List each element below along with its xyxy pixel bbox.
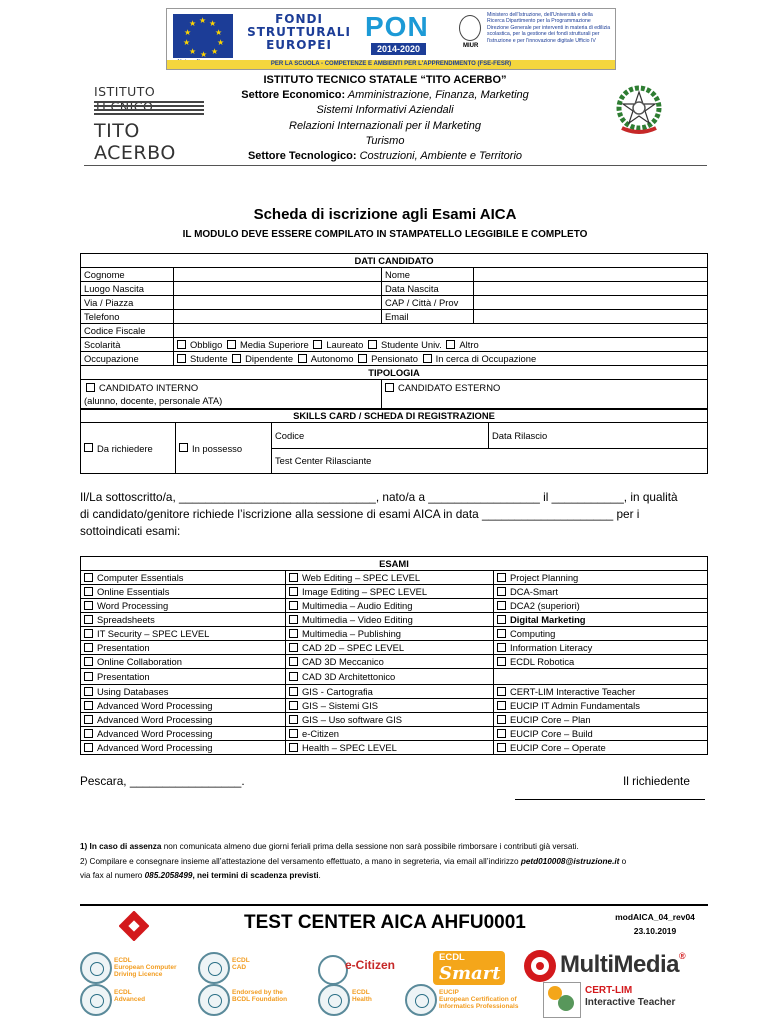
- esami-row: [81, 713, 708, 727]
- checkbox-icon[interactable]: [289, 715, 298, 724]
- checkbox-icon: [232, 354, 241, 363]
- checkbox-icon[interactable]: [497, 643, 506, 652]
- esami-row: [81, 585, 708, 599]
- esame-label: Computing: [510, 628, 556, 639]
- contact-email[interactable]: petd010008@istruzione.it: [520, 856, 620, 866]
- esame-cell[interactable]: [81, 699, 286, 713]
- declaration-paragraph: Il/La sottoscritto/a, ______________________________, nato/a a _________________ il ___________, in qualità di candidato/genitore richiede l’iscrizione alla sessione di esami AICA in data ____________________ per i sottoindicati esami:: [80, 490, 678, 538]
- skills-card-table: [80, 408, 708, 474]
- republic-emblem-icon: [459, 15, 481, 41]
- italian-emblem-icon: [614, 84, 664, 136]
- esame-label: Advanced Word Processing: [97, 742, 213, 753]
- esame-label: Using Databases: [97, 686, 169, 697]
- email-label: Email: [382, 310, 474, 324]
- dati-candidato-table: [80, 253, 708, 410]
- miur-label: MIUR: [463, 43, 479, 49]
- esame-cell[interactable]: [81, 669, 286, 685]
- checkbox-icon[interactable]: [289, 657, 298, 666]
- esame-cell[interactable]: [286, 669, 494, 685]
- occupazione-option[interactable]: Pensionato: [356, 353, 418, 364]
- esame-label: Information Literacy: [510, 642, 593, 653]
- esame-cell[interactable]: [494, 727, 708, 741]
- occupazione-option[interactable]: Studente: [177, 353, 228, 364]
- scolarita-option[interactable]: Media Superiore: [225, 339, 309, 350]
- esame-cell[interactable]: [286, 741, 494, 755]
- telefono-field[interactable]: [174, 310, 382, 324]
- skills-header: SKILLS CARD / SCHEDA DI REGISTRAZIONE: [81, 409, 708, 423]
- esame-cell[interactable]: [81, 655, 286, 669]
- esame-cell[interactable]: [494, 699, 708, 713]
- occupazione-option[interactable]: In cerca di Occupazione: [421, 353, 537, 364]
- esame-label: GIS - Cartografia: [302, 686, 373, 697]
- checkbox-icon[interactable]: [84, 629, 93, 638]
- e-citizen-label: e-Citizen: [345, 958, 396, 972]
- checkbox-icon: [179, 443, 188, 452]
- candidato-interno-note: (alunno, docente, personale ATA): [84, 395, 223, 406]
- esame-cell[interactable]: [494, 627, 708, 641]
- nome-field[interactable]: [474, 268, 708, 282]
- in-possesso-cell[interactable]: In possesso: [176, 423, 272, 474]
- banner-strip: PER LA SCUOLA - COMPETENZE E AMBIENTI PER L'APPRENDIMENTO (FSE-FESR): [167, 60, 615, 69]
- cognome-field[interactable]: [174, 268, 382, 282]
- checkbox-icon: [177, 354, 186, 363]
- checkbox-icon[interactable]: [497, 687, 506, 696]
- occupazione-option[interactable]: Autonomo: [296, 353, 354, 364]
- telefono-label: Telefono: [81, 310, 174, 324]
- luogo-field[interactable]: [174, 282, 382, 296]
- checkbox-icon[interactable]: [497, 701, 506, 710]
- checkbox-icon[interactable]: [289, 701, 298, 710]
- esami-row: [81, 655, 708, 669]
- cap-label: CAP / Città / Prov: [382, 296, 474, 310]
- ministero-text: Ministero dell'Istruzione, dell'Università e della Ricerca Dipartimento per la Programmazione Direzione Generale per interventi in materia di edilizia scolastica, per la gestione dei fondi strutturali per l'istruzione e per l'innovazione digitale Ufficio IV: [487, 12, 611, 44]
- luogo-label: Luogo Nascita: [81, 282, 174, 296]
- esame-cell[interactable]: [81, 741, 286, 755]
- checkbox-icon[interactable]: [84, 643, 93, 652]
- esame-label: GIS – Uso software GIS: [302, 714, 403, 725]
- eucip-logo: EUCIP European Certification of Informatics Professionals: [405, 984, 525, 1014]
- esame-label: EUCIP IT Admin Fundamentals: [510, 700, 640, 711]
- esame-cell[interactable]: [81, 613, 286, 627]
- esame-cell[interactable]: [81, 599, 286, 613]
- pon-banner: [166, 8, 616, 70]
- esame-label: Advanced Word Processing: [97, 728, 213, 739]
- checkbox-icon[interactable]: [497, 657, 506, 666]
- codice-field[interactable]: Codice: [272, 423, 489, 449]
- esame-label: EUCIP Core – Plan: [510, 714, 591, 725]
- esami-row: [81, 669, 708, 685]
- esame-cell[interactable]: [494, 655, 708, 669]
- test-center-field[interactable]: Test Center Rilasciante: [272, 448, 708, 474]
- checkbox-icon[interactable]: [289, 573, 298, 582]
- checkbox-icon[interactable]: [84, 743, 93, 752]
- esame-cell[interactable]: [286, 599, 494, 613]
- tipologia-header: TIPOLOGIA: [81, 366, 708, 380]
- esame-label: Digital Marketing: [510, 614, 586, 625]
- document-revision: modAICA_04_rev04 23.10.2019: [615, 912, 695, 936]
- checkbox-icon[interactable]: [84, 657, 93, 666]
- esami-row: [81, 727, 708, 741]
- checkbox-icon[interactable]: [289, 643, 298, 652]
- checkbox-icon: [368, 340, 377, 349]
- fondi-strutturali-text: FONDI STRUTTURALI EUROPEI: [247, 12, 351, 52]
- esame-cell[interactable]: [494, 571, 708, 585]
- multimedia-logo: MultiMedia®: [560, 951, 686, 978]
- candidato-esterno-label: CANDIDATO ESTERNO: [398, 382, 501, 393]
- header-divider: [84, 165, 707, 166]
- data-nascita-label: Data Nascita: [382, 282, 474, 296]
- esami-row: [81, 685, 708, 699]
- checkbox-icon[interactable]: [86, 383, 95, 392]
- esame-cell[interactable]: [286, 571, 494, 585]
- checkbox-icon[interactable]: [84, 615, 93, 624]
- scolarita-label: Scolarità: [81, 338, 174, 352]
- esame-cell[interactable]: [286, 613, 494, 627]
- esami-row: [81, 641, 708, 655]
- esame-cell[interactable]: [494, 641, 708, 655]
- checkbox-icon[interactable]: [84, 672, 93, 681]
- esami-row: [81, 599, 708, 613]
- checkbox-icon[interactable]: [497, 729, 506, 738]
- esame-label: Spreadsheets: [97, 614, 155, 625]
- checkbox-icon[interactable]: [289, 587, 298, 596]
- checkbox-icon[interactable]: [497, 715, 506, 724]
- esame-label: CAD 3D Meccanico: [302, 656, 384, 667]
- cert-lim-logo: CERT-LIM Interactive Teacher: [585, 985, 676, 1008]
- esame-cell[interactable]: [286, 685, 494, 699]
- ecdl-base-logo: ECDL European Computer Driving Licence: [80, 952, 200, 982]
- esame-label: ECDL Robotica: [510, 656, 575, 667]
- esame-cell[interactable]: [81, 641, 286, 655]
- esame-label: Online Collaboration: [97, 656, 182, 667]
- esame-cell: [494, 669, 708, 685]
- esame-cell[interactable]: [286, 627, 494, 641]
- esame-label: Multimedia – Audio Editing: [302, 600, 413, 611]
- esame-label: Project Planning: [510, 572, 579, 583]
- esame-label: Health – SPEC LEVEL: [302, 742, 397, 753]
- da-richiedere-cell[interactable]: Da richiedere: [81, 423, 176, 474]
- esami-header: ESAMI: [81, 557, 708, 571]
- richiedente-label: Il richiedente: [623, 774, 690, 788]
- candidato-esterno-cell[interactable]: [382, 380, 708, 410]
- scolarita-option[interactable]: Laureato: [311, 339, 363, 350]
- esame-label: Advanced Word Processing: [97, 700, 213, 711]
- data-nascita-field[interactable]: [474, 282, 708, 296]
- esame-label: DCA-Smart: [510, 586, 558, 597]
- checkbox-icon[interactable]: [385, 383, 394, 392]
- form-title: Scheda di iscrizione agli Esami AICA: [253, 206, 517, 223]
- checkbox-icon[interactable]: [84, 729, 93, 738]
- esame-label: CERT-LIM Interactive Teacher: [510, 686, 636, 697]
- esame-label: IT Security – SPEC LEVEL: [97, 628, 210, 639]
- test-center-title: TEST CENTER AICA AHFU0001: [244, 912, 526, 933]
- checkbox-icon: [298, 354, 307, 363]
- occupazione-label: Occupazione: [81, 352, 174, 366]
- checkbox-icon[interactable]: [497, 615, 506, 624]
- esame-label: Computer Essentials: [97, 572, 184, 583]
- checkbox-icon[interactable]: [289, 687, 298, 696]
- aica-logo-icon: [119, 911, 149, 941]
- esame-label: Multimedia – Publishing: [302, 628, 402, 639]
- esame-cell[interactable]: [494, 585, 708, 599]
- esame-cell[interactable]: [81, 685, 286, 699]
- occupazione-options: [174, 352, 708, 366]
- esame-cell[interactable]: [494, 599, 708, 613]
- esame-label: EUCIP Core – Operate: [510, 742, 606, 753]
- esame-label: GIS – Sistemi GIS: [302, 700, 379, 711]
- esame-label: EUCIP Core – Build: [510, 728, 593, 739]
- form-subtitle: IL MODULO DEVE ESSERE COMPILATO IN STAMPATELLO LEGGIBILE E COMPLETO: [182, 229, 588, 240]
- esame-label: Word Processing: [97, 600, 169, 611]
- checkbox-icon[interactable]: [289, 743, 298, 752]
- esame-label: Web Editing – SPEC LEVEL: [302, 572, 421, 583]
- scolarita-options: [174, 338, 708, 352]
- esame-label: Online Essentials: [97, 586, 170, 597]
- notes: 1) In caso di assenza non comunicata almeno due giorni feriali prima della sessione non sarà possibile rimborsare i contributi già versati. 2) Compilare e consegnare insieme all’attestazione del versamento effettuato, a mano in segreteria, via email all’indirizzo petd010008@istruzione.it o via fax al numero 085.2058499, nei termini di scadenza previsti.: [80, 842, 627, 880]
- esami-table: [80, 556, 708, 755]
- esame-cell[interactable]: [286, 655, 494, 669]
- school-header: ISTITUTO TECNICO STATALE “TITO ACERBO” Settore Economico: Amministrazione, Finanza, Marketing Sistemi Informativi Aziendali Relazioni Internazionali per il Marketing Turismo Settore Tecnologico: Costruzioni, Ambiente e Territorio: [220, 73, 550, 164]
- pon-logo: PON: [365, 11, 429, 42]
- esame-cell[interactable]: [494, 713, 708, 727]
- esame-label: CAD 3D Architettonico: [302, 671, 396, 682]
- checkbox-icon[interactable]: [84, 701, 93, 710]
- checkbox-icon[interactable]: [289, 601, 298, 610]
- esame-cell[interactable]: [494, 741, 708, 755]
- esame-label: Presentation: [97, 671, 150, 682]
- esame-cell[interactable]: [81, 627, 286, 641]
- checkbox-icon[interactable]: [289, 615, 298, 624]
- esame-cell[interactable]: [286, 585, 494, 599]
- esami-row: [81, 627, 708, 641]
- checkbox-icon[interactable]: [289, 729, 298, 738]
- bcdl-foundation-logo: Endorsed by the BCDL Foundation: [198, 984, 318, 1014]
- checkbox-icon[interactable]: [497, 587, 506, 596]
- codice-fiscale-label: Codice Fiscale: [81, 324, 174, 338]
- checkbox-icon: [423, 354, 432, 363]
- esame-cell[interactable]: [494, 613, 708, 627]
- nome-label: Nome: [382, 268, 474, 282]
- via-field[interactable]: [174, 296, 382, 310]
- esame-label: Advanced Word Processing: [97, 714, 213, 725]
- checkbox-icon[interactable]: [497, 573, 506, 582]
- codice-fiscale-field[interactable]: [174, 324, 708, 338]
- checkbox-icon[interactable]: [84, 715, 93, 724]
- eu-flag-icon: ★ ★ ★ ★ ★ ★ ★ ★ ★ ★: [173, 14, 233, 58]
- pon-years: 2014-2020: [371, 43, 426, 55]
- checkbox-icon: [446, 340, 455, 349]
- signature-line[interactable]: [515, 799, 705, 800]
- esami-row: [81, 699, 708, 713]
- esame-label: Image Editing – SPEC LEVEL: [302, 586, 428, 597]
- ecdl-cad-logo: ECDL CAD: [198, 952, 318, 982]
- esame-label: CAD 2D – SPEC LEVEL: [302, 642, 405, 653]
- candidato-interno-cell[interactable]: [81, 380, 382, 410]
- ecdl-smart-logo: ECDL Smart: [433, 951, 505, 985]
- school-name: ISTITUTO TECNICO STATALE “TITO ACERBO”: [263, 74, 507, 86]
- esame-label: e-Citizen: [302, 728, 339, 739]
- checkbox-icon[interactable]: [289, 629, 298, 638]
- esame-label: DCA2 (superiori): [510, 600, 580, 611]
- esami-row: [81, 741, 708, 755]
- candidato-interno-label: CANDIDATO INTERNO: [99, 382, 199, 393]
- checkbox-icon[interactable]: [84, 687, 93, 696]
- cert-lim-icon: [543, 982, 581, 1018]
- checkbox-icon[interactable]: [289, 672, 298, 681]
- esame-label: Presentation: [97, 642, 150, 653]
- esame-cell[interactable]: [494, 685, 708, 699]
- scolarita-option[interactable]: Altro: [444, 339, 478, 350]
- checkbox-icon[interactable]: [84, 573, 93, 582]
- checkbox-icon[interactable]: [497, 743, 506, 752]
- luogo-data-line: Pescara, _________________.: [80, 774, 245, 788]
- footer-divider: [80, 904, 708, 906]
- email-field[interactable]: [474, 310, 708, 324]
- checkbox-icon[interactable]: [497, 601, 506, 610]
- esame-cell[interactable]: [286, 641, 494, 655]
- esame-cell[interactable]: [81, 571, 286, 585]
- dati-header: DATI CANDIDATO: [81, 254, 708, 268]
- esame-cell[interactable]: [286, 713, 494, 727]
- esame-cell[interactable]: [81, 585, 286, 599]
- data-rilascio-field[interactable]: Data Rilascio: [489, 423, 708, 449]
- via-label: Via / Piazza: [81, 296, 174, 310]
- checkbox-icon: [177, 340, 186, 349]
- esame-cell[interactable]: [81, 713, 286, 727]
- esami-row: [81, 613, 708, 627]
- checkbox-icon: [313, 340, 322, 349]
- e-citizen-logo: [318, 955, 348, 985]
- checkbox-icon[interactable]: [497, 629, 506, 638]
- checkbox-icon[interactable]: [84, 601, 93, 610]
- scolarita-option[interactable]: Obbligo: [177, 339, 222, 350]
- esame-cell[interactable]: [286, 727, 494, 741]
- cognome-label: Cognome: [81, 268, 174, 282]
- esame-label: Multimedia – Video Editing: [302, 614, 413, 625]
- multimedia-logo-icon: [524, 950, 556, 982]
- checkbox-icon: [227, 340, 236, 349]
- school-logo: ISTITUTO TITO ACERBO: [86, 84, 216, 146]
- occupazione-option[interactable]: Dipendente: [230, 353, 293, 364]
- checkbox-icon: [84, 443, 93, 452]
- cap-field[interactable]: [474, 296, 708, 310]
- scolarita-option[interactable]: Studente Univ.: [366, 339, 442, 350]
- checkbox-icon[interactable]: [84, 587, 93, 596]
- esame-cell[interactable]: [81, 727, 286, 741]
- esami-row: [81, 571, 708, 585]
- esame-cell[interactable]: [286, 699, 494, 713]
- checkbox-icon: [358, 354, 367, 363]
- ecdl-advanced-logo: ECDL Advanced: [80, 984, 200, 1014]
- ecdl-health-logo: ECDL Health: [318, 984, 438, 1014]
